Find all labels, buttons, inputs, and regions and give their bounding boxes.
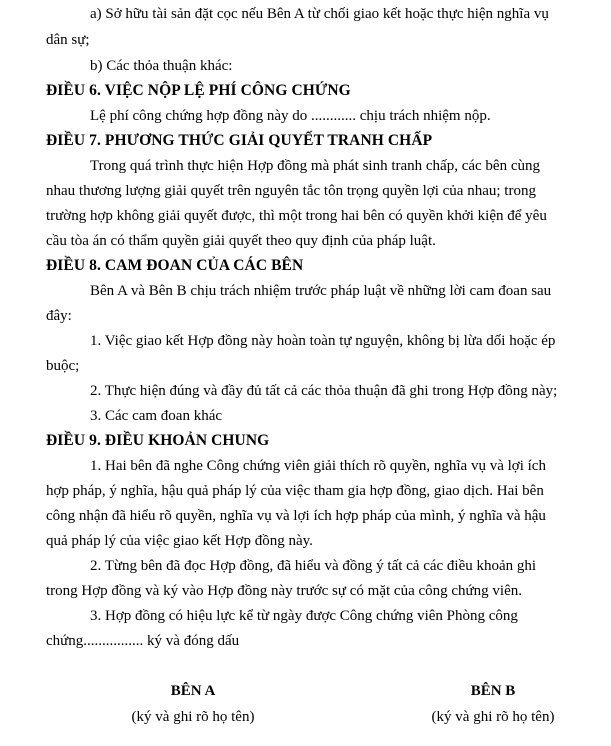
article-9-item-1-line-4: quả pháp lý của việc giao kết Hợp đồng này. <box>46 533 313 549</box>
party-a-title: BÊN A <box>170 683 216 699</box>
heading-article-7: ĐIỀU 7. PHƯƠNG THỨC GIẢI QUYẾT TRANH CHẤP <box>46 132 433 149</box>
article-7-line-2: nhau thương lượng giải quyết trên nguyên tắc tôn trọng quyền lợi của nhau; trong <box>46 183 536 199</box>
article-8-intro-cont: đây: <box>46 308 72 324</box>
heading-article-9: ĐIỀU 9. ĐIỀU KHOẢN CHUNG <box>46 432 270 449</box>
article-9-item-1-line-3: công nhận đã hiểu rõ quyền, nghĩa vụ và lợi ích hợp pháp của mình, ý nghĩa và hậu <box>46 508 546 524</box>
party-a-note: (ký và ghi rõ họ tên) <box>131 709 255 725</box>
party-b-note: (ký và ghi rõ họ tên) <box>431 709 555 725</box>
article-8-intro: Bên A và Bên B chịu trách nhiệm trước pháp luật về những lời cam đoan sau <box>90 283 552 299</box>
article-9-item-2-cont: trong Hợp đồng và ký vào Hợp đồng này trước sự có mặt của công chứng viên. <box>46 583 523 599</box>
article-8-item-1-cont: buộc; <box>46 358 80 374</box>
party-b-title: BÊN B <box>470 683 516 699</box>
clause-5-item-a-cont: dân sự; <box>46 32 90 48</box>
article-7-line-1: Trong quá trình thực hiện Hợp đồng mà phát sinh tranh chấp, các bên cùng <box>90 158 540 174</box>
heading-article-6: ĐIỀU 6. VIỆC NỘP LỆ PHÍ CÔNG CHỨNG <box>46 82 351 99</box>
article-8-item-3: 3. Các cam đoan khác <box>90 408 223 424</box>
article-8-item-1: 1. Việc giao kết Hợp đồng này hoàn toàn tự nguyện, không bị lừa dối hoặc ép <box>90 333 556 349</box>
signature-block-party-b <box>393 681 593 727</box>
article-9-item-3: 3. Hợp đồng có hiệu lực kể từ ngày được Công chứng viên Phòng công <box>90 608 518 624</box>
clause-5-item-a: a) Sở hữu tài sản đặt cọc nếu Bên A từ chối giao kết hoặc thực hiện nghĩa vụ <box>90 6 549 22</box>
article-7-line-3: trường hợp không giải quyết được, thì một trong hai bên có quyền khởi kiện để yêu <box>46 208 547 224</box>
article-9-item-1-line-2: hợp pháp, ý nghĩa, hậu quả pháp lý của việc tham gia hợp đồng, giao dịch. Hai bên <box>46 483 544 499</box>
heading-article-8: ĐIỀU 8. CAM ĐOAN CỦA CÁC BÊN <box>46 257 304 274</box>
article-9-item-2: 2. Từng bên đã đọc Hợp đồng, đã hiểu và đồng ý tất cả các điều khoản ghi <box>90 558 537 574</box>
article-9-item-3-cont: chứng................ ký và đóng dấu <box>46 633 240 649</box>
clause-5-item-b: b) Các thỏa thuận khác: <box>90 58 233 74</box>
article-7-line-4: cầu tòa án có thẩm quyền giải quyết theo quy định của pháp luật. <box>46 233 436 249</box>
signature-block-party-a <box>93 681 293 727</box>
article-6-text: Lệ phí công chứng hợp đồng này do ............ chịu trách nhiệm nộp. <box>90 108 491 124</box>
article-8-item-2: 2. Thực hiện đúng và đầy đủ tất cả các thỏa thuận đã ghi trong Hợp đồng này; <box>90 383 558 399</box>
article-9-item-1: 1. Hai bên đã nghe Công chứng viên giải thích rõ quyền, nghĩa vụ và lợi ích <box>90 458 546 474</box>
